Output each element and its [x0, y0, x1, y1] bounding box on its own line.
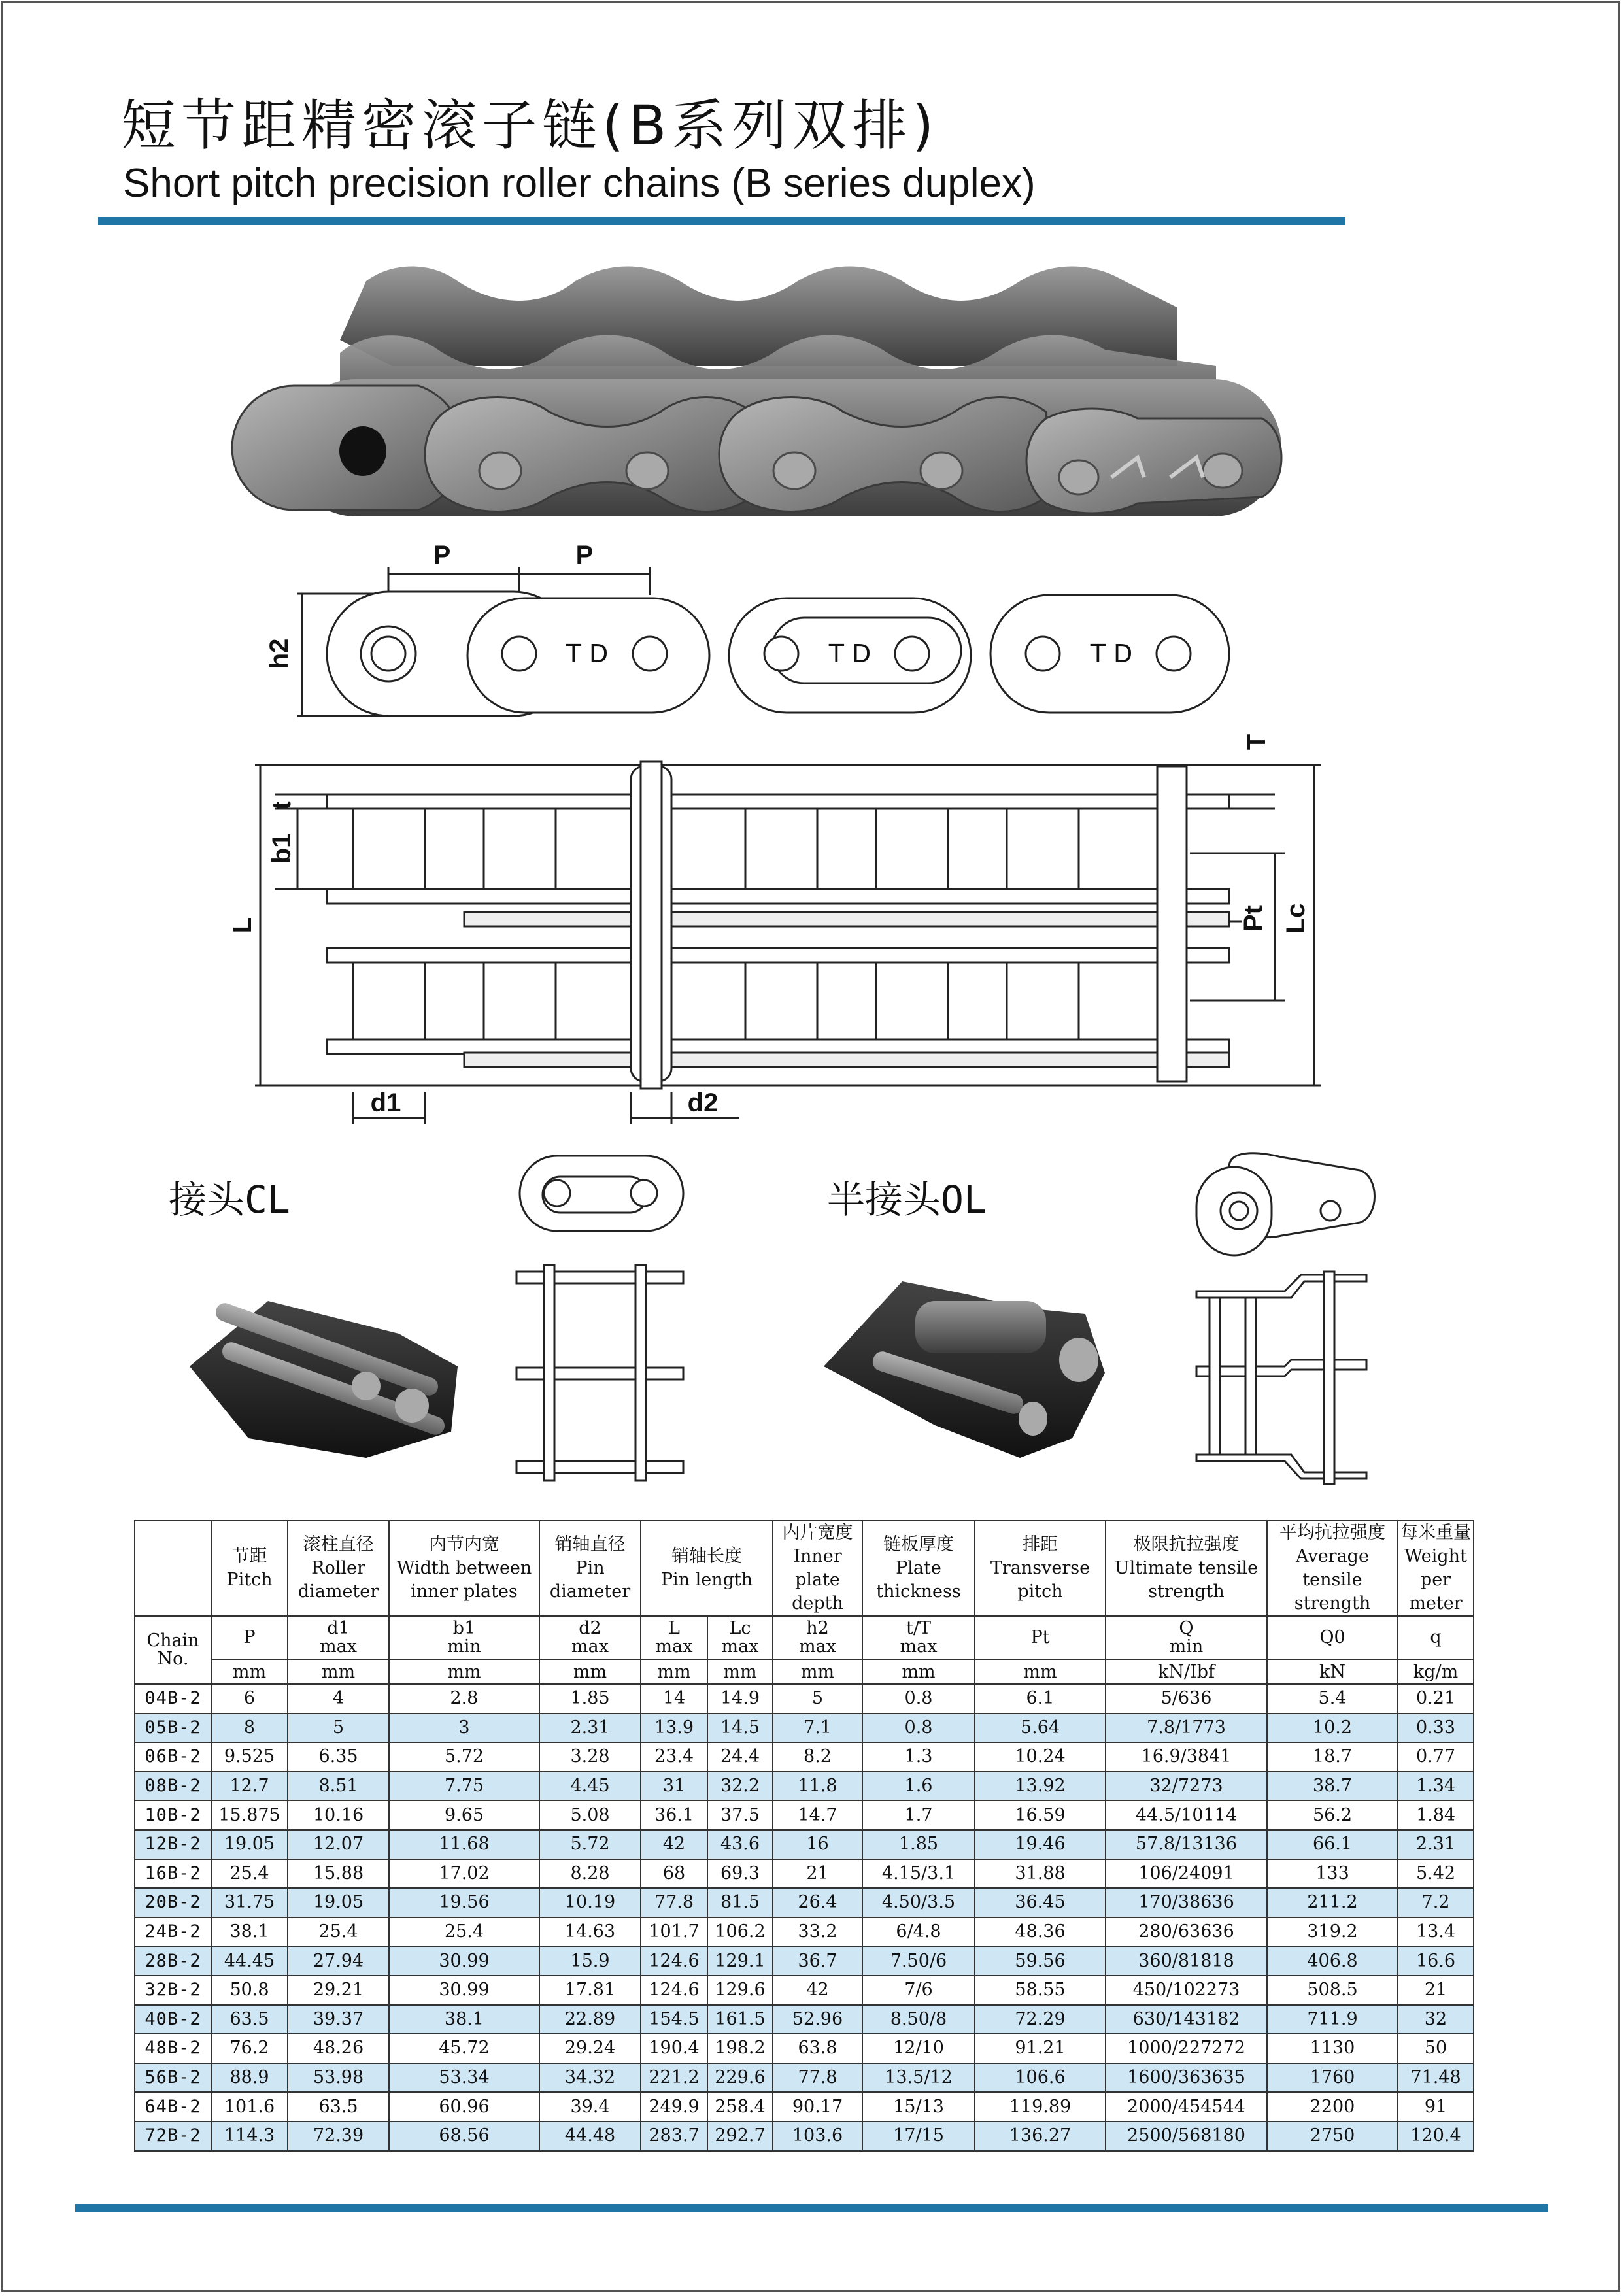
- table-cell: 44.48: [539, 2121, 641, 2151]
- table-cell: 5.08: [539, 1800, 641, 1830]
- table-cell: 16: [773, 1830, 862, 1859]
- table-cell: 7.75: [389, 1772, 539, 1801]
- header-plate-thickness: 链板厚度 Plate thickness: [862, 1521, 975, 1616]
- table-cell: 14: [641, 1684, 707, 1714]
- table-cell: 4: [288, 1684, 389, 1714]
- spec-table: [134, 1520, 1474, 2152]
- header-inner-width: 内节内宽 Width between inner plates: [389, 1521, 539, 1616]
- table-row: [135, 1976, 1474, 2005]
- table-cell: 77.8: [773, 2063, 862, 2093]
- table-cell: 4.15/3.1: [862, 1859, 975, 1889]
- table-cell: 3.28: [539, 1742, 641, 1772]
- table-cell: 5.42: [1398, 1859, 1474, 1889]
- label-connector-cl: 接头CL: [169, 1177, 290, 1222]
- table-cell: 0.8: [862, 1684, 975, 1714]
- table-cell: 2.31: [1398, 1830, 1474, 1859]
- table-cell: 29.24: [539, 2034, 641, 2063]
- table-cell: 16.59: [975, 1800, 1106, 1830]
- table-cell: 10.24: [975, 1742, 1106, 1772]
- label-pitch-2: P: [575, 541, 594, 569]
- chain-number-cell: 24B-2: [135, 1917, 211, 1947]
- top-view-drawing: [255, 762, 1321, 1124]
- table-cell: 91: [1398, 2092, 1474, 2121]
- symbol-l: L max: [641, 1616, 707, 1659]
- table-cell: 170/38636: [1106, 1888, 1267, 1917]
- table-cell: 32.2: [707, 1772, 773, 1801]
- label-Pt: Pt: [1239, 905, 1268, 932]
- table-cell: 14.5: [707, 1714, 773, 1743]
- table-cell: 63.8: [773, 2034, 862, 2063]
- table-row: [135, 2063, 1474, 2093]
- table-cell: 91.21: [975, 2034, 1106, 2063]
- table-cell: 36.7: [773, 1946, 862, 1976]
- table-cell: 81.5: [707, 1888, 773, 1917]
- table-row: [135, 2005, 1474, 2034]
- table-cell: 17.02: [389, 1859, 539, 1889]
- table-cell: 14.9: [707, 1684, 773, 1714]
- chain-number-cell: 64B-2: [135, 2092, 211, 2121]
- table-row: [135, 1859, 1474, 1889]
- table-cell: 12.7: [211, 1772, 288, 1801]
- table-cell: 19.05: [211, 1830, 288, 1859]
- table-cell: 27.94: [288, 1946, 389, 1976]
- table-cell: 0.77: [1398, 1742, 1474, 1772]
- cl-drawing: [516, 1156, 683, 1481]
- label-connector-ol: 半接头OL: [827, 1177, 987, 1222]
- unit-cell: mm: [862, 1659, 975, 1684]
- table-cell: 450/102273: [1106, 1976, 1267, 2005]
- ol-drawing: [1196, 1153, 1375, 1484]
- table-cell: 319.2: [1267, 1917, 1398, 1947]
- label-td-2: T D: [828, 639, 871, 668]
- table-cell: 22.89: [539, 2005, 641, 2034]
- table-cell: 44.45: [211, 1946, 288, 1976]
- chain-number-cell: 40B-2: [135, 2005, 211, 2034]
- label-T-upper: T: [1242, 734, 1271, 751]
- table-cell: 21: [1398, 1976, 1474, 2005]
- side-view-drawing: [297, 567, 1229, 716]
- table-cell: 66.1: [1267, 1830, 1398, 1859]
- table-cell: 124.6: [641, 1946, 707, 1976]
- table-cell: 11.68: [389, 1830, 539, 1859]
- table-cell: 6/4.8: [862, 1917, 975, 1947]
- table-cell: 25.4: [288, 1917, 389, 1947]
- table-cell: 10.2: [1267, 1714, 1398, 1743]
- label-d1: d1: [370, 1089, 401, 1117]
- table-cell: 3: [389, 1714, 539, 1743]
- table-cell: 221.2: [641, 2063, 707, 2093]
- table-cell: 71.48: [1398, 2063, 1474, 2093]
- table-cell: 8.50/8: [862, 2005, 975, 2034]
- label-t-lower: t: [267, 801, 296, 810]
- table-cell: 280/63636: [1106, 1917, 1267, 1947]
- chain-number-cell: 32B-2: [135, 1976, 211, 2005]
- table-cell: 16.9/3841: [1106, 1742, 1267, 1772]
- table-cell: 154.5: [641, 2005, 707, 2034]
- table-cell: 406.8: [1267, 1946, 1398, 1976]
- table-cell: 1.7: [862, 1800, 975, 1830]
- table-row: [135, 1772, 1474, 1801]
- table-cell: 9.525: [211, 1742, 288, 1772]
- unit-cell: mm: [707, 1659, 773, 1684]
- table-cell: 37.5: [707, 1800, 773, 1830]
- chain-number-cell: 16B-2: [135, 1859, 211, 1889]
- table-cell: 33.2: [773, 1917, 862, 1947]
- table-cell: 4.45: [539, 1772, 641, 1801]
- table-cell: 58.55: [975, 1976, 1106, 2005]
- table-cell: 360/81818: [1106, 1946, 1267, 1976]
- table-cell: 2750: [1267, 2121, 1398, 2151]
- table-cell: 26.4: [773, 1888, 862, 1917]
- table-cell: 6.35: [288, 1742, 389, 1772]
- table-cell: 48.36: [975, 1917, 1106, 1947]
- table-cell: 8.28: [539, 1859, 641, 1889]
- unit-cell: mm: [288, 1659, 389, 1684]
- unit-cell: mm: [539, 1659, 641, 1684]
- header-weight: 每米重量 Weight per meter: [1398, 1521, 1474, 1616]
- table-cell: 7.2: [1398, 1888, 1474, 1917]
- table-row: [135, 1917, 1474, 1947]
- table-row: [135, 1888, 1474, 1917]
- unit-cell: mm: [975, 1659, 1106, 1684]
- chain-photo: [232, 267, 1281, 517]
- table-cell: 0.8: [862, 1714, 975, 1743]
- table-cell: 14.7: [773, 1800, 862, 1830]
- symbol-q-weight: q: [1398, 1616, 1474, 1659]
- table-cell: 283.7: [641, 2121, 707, 2151]
- label-pitch-1: P: [433, 541, 451, 569]
- table-row: [135, 1742, 1474, 1772]
- table-cell: 17.81: [539, 1976, 641, 2005]
- table-cell: 119.89: [975, 2092, 1106, 2121]
- table-cell: 43.6: [707, 1830, 773, 1859]
- table-cell: 30.99: [389, 1976, 539, 2005]
- table-cell: 101.7: [641, 1917, 707, 1947]
- label-b1: b1: [267, 833, 296, 864]
- table-cell: 45.72: [389, 2034, 539, 2063]
- table-cell: 77.8: [641, 1888, 707, 1917]
- table-cell: 56.2: [1267, 1800, 1398, 1830]
- header-average-strength: 平均抗拉强度 Average tensile strength: [1267, 1521, 1398, 1616]
- table-cell: 1760: [1267, 2063, 1398, 2093]
- table-cell: 13.9: [641, 1714, 707, 1743]
- table-cell: 34.32: [539, 2063, 641, 2093]
- table-cell: 5.64: [975, 1714, 1106, 1743]
- table-cell: 63.5: [211, 2005, 288, 2034]
- chain-number-cell: 05B-2: [135, 1714, 211, 1743]
- table-cell: 19.56: [389, 1888, 539, 1917]
- table-cell: 1.85: [862, 1830, 975, 1859]
- table-cell: 106.6: [975, 2063, 1106, 2093]
- table-cell: 129.6: [707, 1976, 773, 2005]
- table-cell: 2.8: [389, 1684, 539, 1714]
- table-cell: 124.6: [641, 1976, 707, 2005]
- table-cell: 90.17: [773, 2092, 862, 2121]
- table-cell: 31: [641, 1772, 707, 1801]
- table-row: [135, 2092, 1474, 2121]
- table-cell: 229.6: [707, 2063, 773, 2093]
- symbol-q: Q min: [1106, 1616, 1267, 1659]
- table-row: [135, 1830, 1474, 1859]
- header-transverse-pitch: 排距 Transverse pitch: [975, 1521, 1106, 1616]
- table-cell: 190.4: [641, 2034, 707, 2063]
- table-cell: 711.9: [1267, 2005, 1398, 2034]
- table-cell: 6: [211, 1684, 288, 1714]
- table-cell: 1.6: [862, 1772, 975, 1801]
- table-cell: 68: [641, 1859, 707, 1889]
- table-cell: 249.9: [641, 2092, 707, 2121]
- table-cell: 129.1: [707, 1946, 773, 1976]
- header-chain-no: Chain No.: [135, 1616, 211, 1684]
- table-cell: 17/15: [862, 2121, 975, 2151]
- table-cell: 88.9: [211, 2063, 288, 2093]
- chain-number-cell: 28B-2: [135, 1946, 211, 1976]
- table-cell: 101.6: [211, 2092, 288, 2121]
- table-cell: 25.4: [389, 1917, 539, 1947]
- label-d2: d2: [687, 1089, 719, 1117]
- chain-number-cell: 20B-2: [135, 1888, 211, 1917]
- symbol-lc: Lc max: [707, 1616, 773, 1659]
- label-Lc: Lc: [1281, 903, 1310, 934]
- table-row: [135, 1714, 1474, 1743]
- table-cell: 30.99: [389, 1946, 539, 1976]
- table-cell: 2000/454544: [1106, 2092, 1267, 2121]
- table-cell: 25.4: [211, 1859, 288, 1889]
- label-L: L: [228, 917, 257, 934]
- table-cell: 7.1: [773, 1714, 862, 1743]
- table-cell: 136.27: [975, 2121, 1106, 2151]
- table-cell: 24.4: [707, 1742, 773, 1772]
- table-cell: 32: [1398, 2005, 1474, 2034]
- table-cell: 106/24091: [1106, 1859, 1267, 1889]
- table-cell: 13.4: [1398, 1917, 1474, 1947]
- table-cell: 1130: [1267, 2034, 1398, 2063]
- table-cell: 19.46: [975, 1830, 1106, 1859]
- chain-number-cell: 12B-2: [135, 1830, 211, 1859]
- table-cell: 161.5: [707, 2005, 773, 2034]
- table-cell: 31.75: [211, 1888, 288, 1917]
- table-cell: 15/13: [862, 2092, 975, 2121]
- table-cell: 53.34: [389, 2063, 539, 2093]
- table-cell: 7.8/1773: [1106, 1714, 1267, 1743]
- table-cell: 120.4: [1398, 2121, 1474, 2151]
- unit-cell: mm: [211, 1659, 288, 1684]
- table-row: [135, 1946, 1474, 1976]
- unit-cell: kN/Ibf: [1106, 1659, 1267, 1684]
- chain-number-cell: 04B-2: [135, 1684, 211, 1714]
- table-cell: 42: [773, 1976, 862, 2005]
- table-cell: 60.96: [389, 2092, 539, 2121]
- table-cell: 38.1: [211, 1917, 288, 1947]
- chain-number-cell: 06B-2: [135, 1742, 211, 1772]
- table-cell: 16.6: [1398, 1946, 1474, 1976]
- table-cell: 508.5: [1267, 1976, 1398, 2005]
- table-cell: 32/7273: [1106, 1772, 1267, 1801]
- table-cell: 21: [773, 1859, 862, 1889]
- table-cell: 106.2: [707, 1917, 773, 1947]
- table-cell: 10.19: [539, 1888, 641, 1917]
- ol-photo: [824, 1281, 1105, 1458]
- table-cell: 36.1: [641, 1800, 707, 1830]
- table-cell: 6.1: [975, 1684, 1106, 1714]
- symbol-p: P: [211, 1616, 288, 1659]
- table-cell: 0.21: [1398, 1684, 1474, 1714]
- table-cell: 48.26: [288, 2034, 389, 2063]
- footer-rule: [75, 2204, 1548, 2212]
- table-cell: 2500/568180: [1106, 2121, 1267, 2151]
- table-cell: 103.6: [773, 2121, 862, 2151]
- table-cell: 8.2: [773, 1742, 862, 1772]
- header-inner-plate-depth: 内片宽度 Inner plate depth: [773, 1521, 862, 1616]
- table-cell: 76.2: [211, 2034, 288, 2063]
- table-cell: 2200: [1267, 2092, 1398, 2121]
- table-cell: 9.65: [389, 1800, 539, 1830]
- table-cell: 8: [211, 1714, 288, 1743]
- header-pin-length: 销轴长度 Pin length: [641, 1521, 773, 1616]
- table-cell: 1.84: [1398, 1800, 1474, 1830]
- table-cell: 13.5/12: [862, 2063, 975, 2093]
- table-cell: 4.50/3.5: [862, 1888, 975, 1917]
- table-cell: 12/10: [862, 2034, 975, 2063]
- header-pitch: 节距 Pitch: [211, 1521, 288, 1616]
- table-row: [135, 1800, 1474, 1830]
- page-title-english: Short pitch precision roller chains (B series duplex): [123, 161, 1036, 206]
- table-cell: 2.31: [539, 1714, 641, 1743]
- table-cell: 57.8/13136: [1106, 1830, 1267, 1859]
- cl-photo: [190, 1300, 458, 1458]
- chain-number-cell: 48B-2: [135, 2034, 211, 2063]
- table-cell: 10.16: [288, 1800, 389, 1830]
- unit-cell: mm: [389, 1659, 539, 1684]
- table-cell: 36.45: [975, 1888, 1106, 1917]
- label-td-1: T D: [566, 639, 609, 668]
- table-cell: 19.05: [288, 1888, 389, 1917]
- chain-number-cell: 56B-2: [135, 2063, 211, 2093]
- unit-cell: mm: [773, 1659, 862, 1684]
- table-cell: 630/143182: [1106, 2005, 1267, 2034]
- table-cell: 5.72: [389, 1742, 539, 1772]
- table-cell: 133: [1267, 1859, 1398, 1889]
- table-cell: 114.3: [211, 2121, 288, 2151]
- table-cell: 1.3: [862, 1742, 975, 1772]
- table-cell: 42: [641, 1830, 707, 1859]
- table-cell: 18.7: [1267, 1742, 1398, 1772]
- table-cell: 15.875: [211, 1800, 288, 1830]
- table-cell: 39.37: [288, 2005, 389, 2034]
- table-cell: 12.07: [288, 1830, 389, 1859]
- table-cell: 5.4: [1267, 1684, 1398, 1714]
- header-corner: [135, 1521, 211, 1616]
- chain-number-cell: 10B-2: [135, 1800, 211, 1830]
- table-cell: 5.72: [539, 1830, 641, 1859]
- table-cell: 15.9: [539, 1946, 641, 1976]
- symbol-d1: d1 max: [288, 1616, 389, 1659]
- table-cell: 59.56: [975, 1946, 1106, 1976]
- table-cell: 72.39: [288, 2121, 389, 2151]
- chain-number-cell: 08B-2: [135, 1772, 211, 1801]
- table-cell: 11.8: [773, 1772, 862, 1801]
- symbol-t: t/T max: [862, 1616, 975, 1659]
- header-pin-diameter: 销轴直径 Pin diameter: [539, 1521, 641, 1616]
- table-cell: 1600/363635: [1106, 2063, 1267, 2093]
- table-cell: 292.7: [707, 2121, 773, 2151]
- table-cell: 198.2: [707, 2034, 773, 2063]
- table-cell: 23.4: [641, 1742, 707, 1772]
- table-cell: 1000/227272: [1106, 2034, 1267, 2063]
- unit-cell: kN: [1267, 1659, 1398, 1684]
- table-cell: 1.85: [539, 1684, 641, 1714]
- table-cell: 7/6: [862, 1976, 975, 2005]
- table-cell: 50: [1398, 2034, 1474, 2063]
- table-cell: 1.34: [1398, 1772, 1474, 1801]
- table-cell: 7.50/6: [862, 1946, 975, 1976]
- table-cell: 258.4: [707, 2092, 773, 2121]
- header-roller-diameter: 滚柱直径 Roller diameter: [288, 1521, 389, 1616]
- table-cell: 5/636: [1106, 1684, 1267, 1714]
- table-cell: 69.3: [707, 1859, 773, 1889]
- table-row: [135, 2034, 1474, 2063]
- table-cell: 63.5: [288, 2092, 389, 2121]
- table-cell: 0.33: [1398, 1714, 1474, 1743]
- table-cell: 39.4: [539, 2092, 641, 2121]
- table-cell: 38.1: [389, 2005, 539, 2034]
- table-cell: 211.2: [1267, 1888, 1398, 1917]
- table-cell: 14.63: [539, 1917, 641, 1947]
- table-cell: 53.98: [288, 2063, 389, 2093]
- table-cell: 8.51: [288, 1772, 389, 1801]
- table-cell: 15.88: [288, 1859, 389, 1889]
- symbol-d2: d2 max: [539, 1616, 641, 1659]
- table-cell: 5: [288, 1714, 389, 1743]
- label-td-3: T D: [1090, 639, 1133, 668]
- symbol-q0: Q0: [1267, 1616, 1398, 1659]
- symbol-pt: Pt: [975, 1616, 1106, 1659]
- table-cell: 68.56: [389, 2121, 539, 2151]
- symbol-b1: b1 min: [389, 1616, 539, 1659]
- header-ultimate-strength: 极限抗拉强度 Ultimate tensile strength: [1106, 1521, 1267, 1616]
- table-cell: 38.7: [1267, 1772, 1398, 1801]
- table-cell: 13.92: [975, 1772, 1106, 1801]
- page-title-chinese: 短节距精密滚子链(B系列双排): [121, 93, 939, 158]
- spec-table-body: [135, 1684, 1474, 2151]
- table-cell: 44.5/10114: [1106, 1800, 1267, 1830]
- table-cell: 31.88: [975, 1859, 1106, 1889]
- unit-cell: mm: [641, 1659, 707, 1684]
- chain-number-cell: 72B-2: [135, 2121, 211, 2151]
- table-row: [135, 2121, 1474, 2151]
- table-cell: 29.21: [288, 1976, 389, 2005]
- table-cell: 50.8: [211, 1976, 288, 2005]
- table-cell: 72.29: [975, 2005, 1106, 2034]
- table-row: [135, 1684, 1474, 1714]
- table-cell: 5: [773, 1684, 862, 1714]
- table-cell: 52.96: [773, 2005, 862, 2034]
- symbol-h2: h2 max: [773, 1616, 862, 1659]
- unit-cell: kg/m: [1398, 1659, 1474, 1684]
- label-h2: h2: [265, 638, 294, 669]
